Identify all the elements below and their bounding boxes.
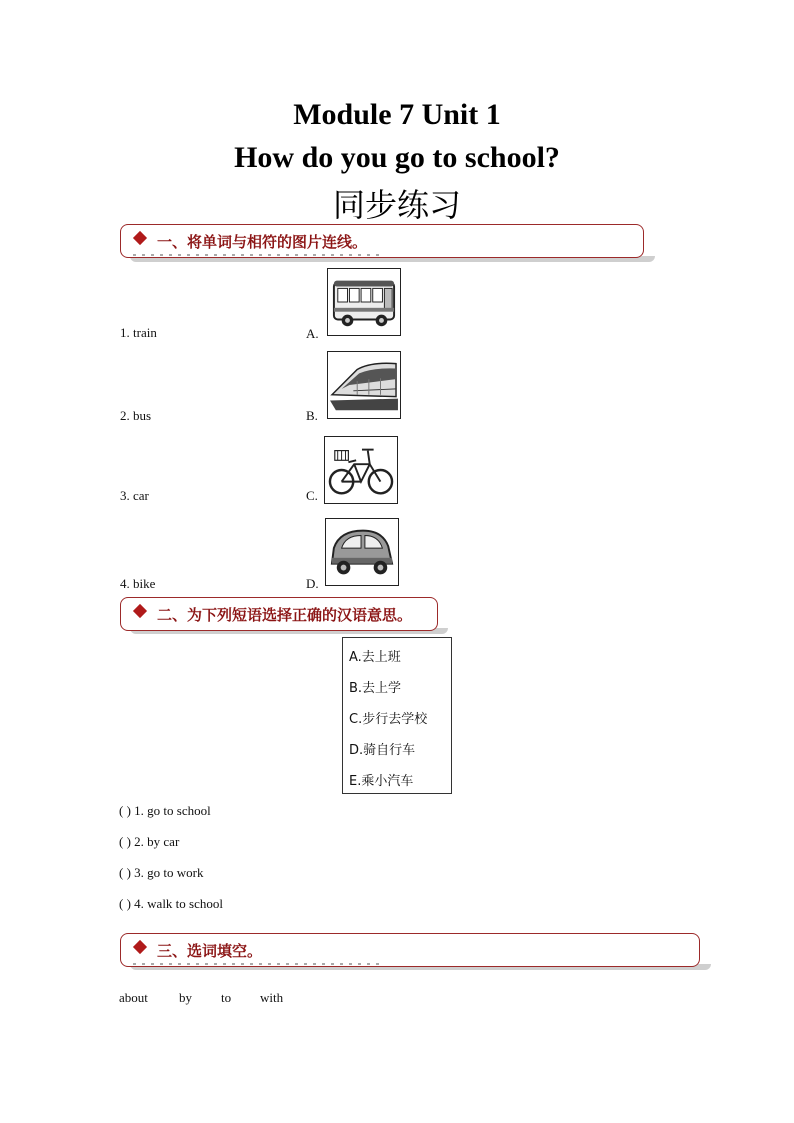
option-d: D.骑自行车 [349,743,416,758]
question-2: ( ) 2. by car [119,834,180,849]
page-subtitle: How do you go to school? [234,141,560,174]
page-title: Module 7 Unit 1 [293,98,501,131]
diamond-icon [133,940,147,954]
match-letter-d: D. [306,576,319,591]
section-header-1 [120,224,644,258]
section-title: 三、选词填空。 [157,942,263,960]
section-header-3 [120,933,700,967]
diamond-icon [133,231,147,245]
match-word-1: 1. train [120,325,157,340]
diamond-icon [133,604,147,618]
word-bank-item: to [221,990,232,1005]
match-letter-b: B. [306,408,318,423]
match-word-3: 3. car [120,488,149,503]
train-picture [327,351,401,419]
question-3: ( ) 3. go to work [119,865,204,880]
car-picture [325,518,399,586]
options-box [342,637,452,794]
word-bank-item: with [260,990,284,1005]
match-letter-c: C. [306,488,318,503]
bus-picture [327,268,401,336]
section-title: 一、将单词与相符的图片连线。 [157,233,368,251]
section-title: 二、为下列短语选择正确的汉语意思。 [157,606,413,624]
bike-picture [324,436,398,504]
match-word-4: 4. bike [120,576,156,591]
dotted-underline [133,963,383,965]
train-icon [328,352,400,418]
section-header-2 [120,597,438,631]
dotted-underline [133,254,383,256]
question-4: ( ) 4. walk to school [119,896,223,911]
match-letter-a: A. [306,326,319,341]
word-bank-item: by [179,990,192,1005]
car-icon [326,519,398,585]
page-subtitle-chinese: 同步练习 [332,186,461,224]
option-a: A.去上班 [349,650,401,665]
option-b: B.去上学 [349,681,402,696]
match-word-2: 2. bus [120,408,152,423]
bus-icon [328,269,400,335]
option-e: E.乘小汽车 [349,774,414,789]
bike-icon [325,437,397,503]
option-c: C.步行去学校 [349,712,428,727]
question-1: ( ) 1. go to school [119,803,211,818]
word-bank-item: about [119,990,148,1005]
